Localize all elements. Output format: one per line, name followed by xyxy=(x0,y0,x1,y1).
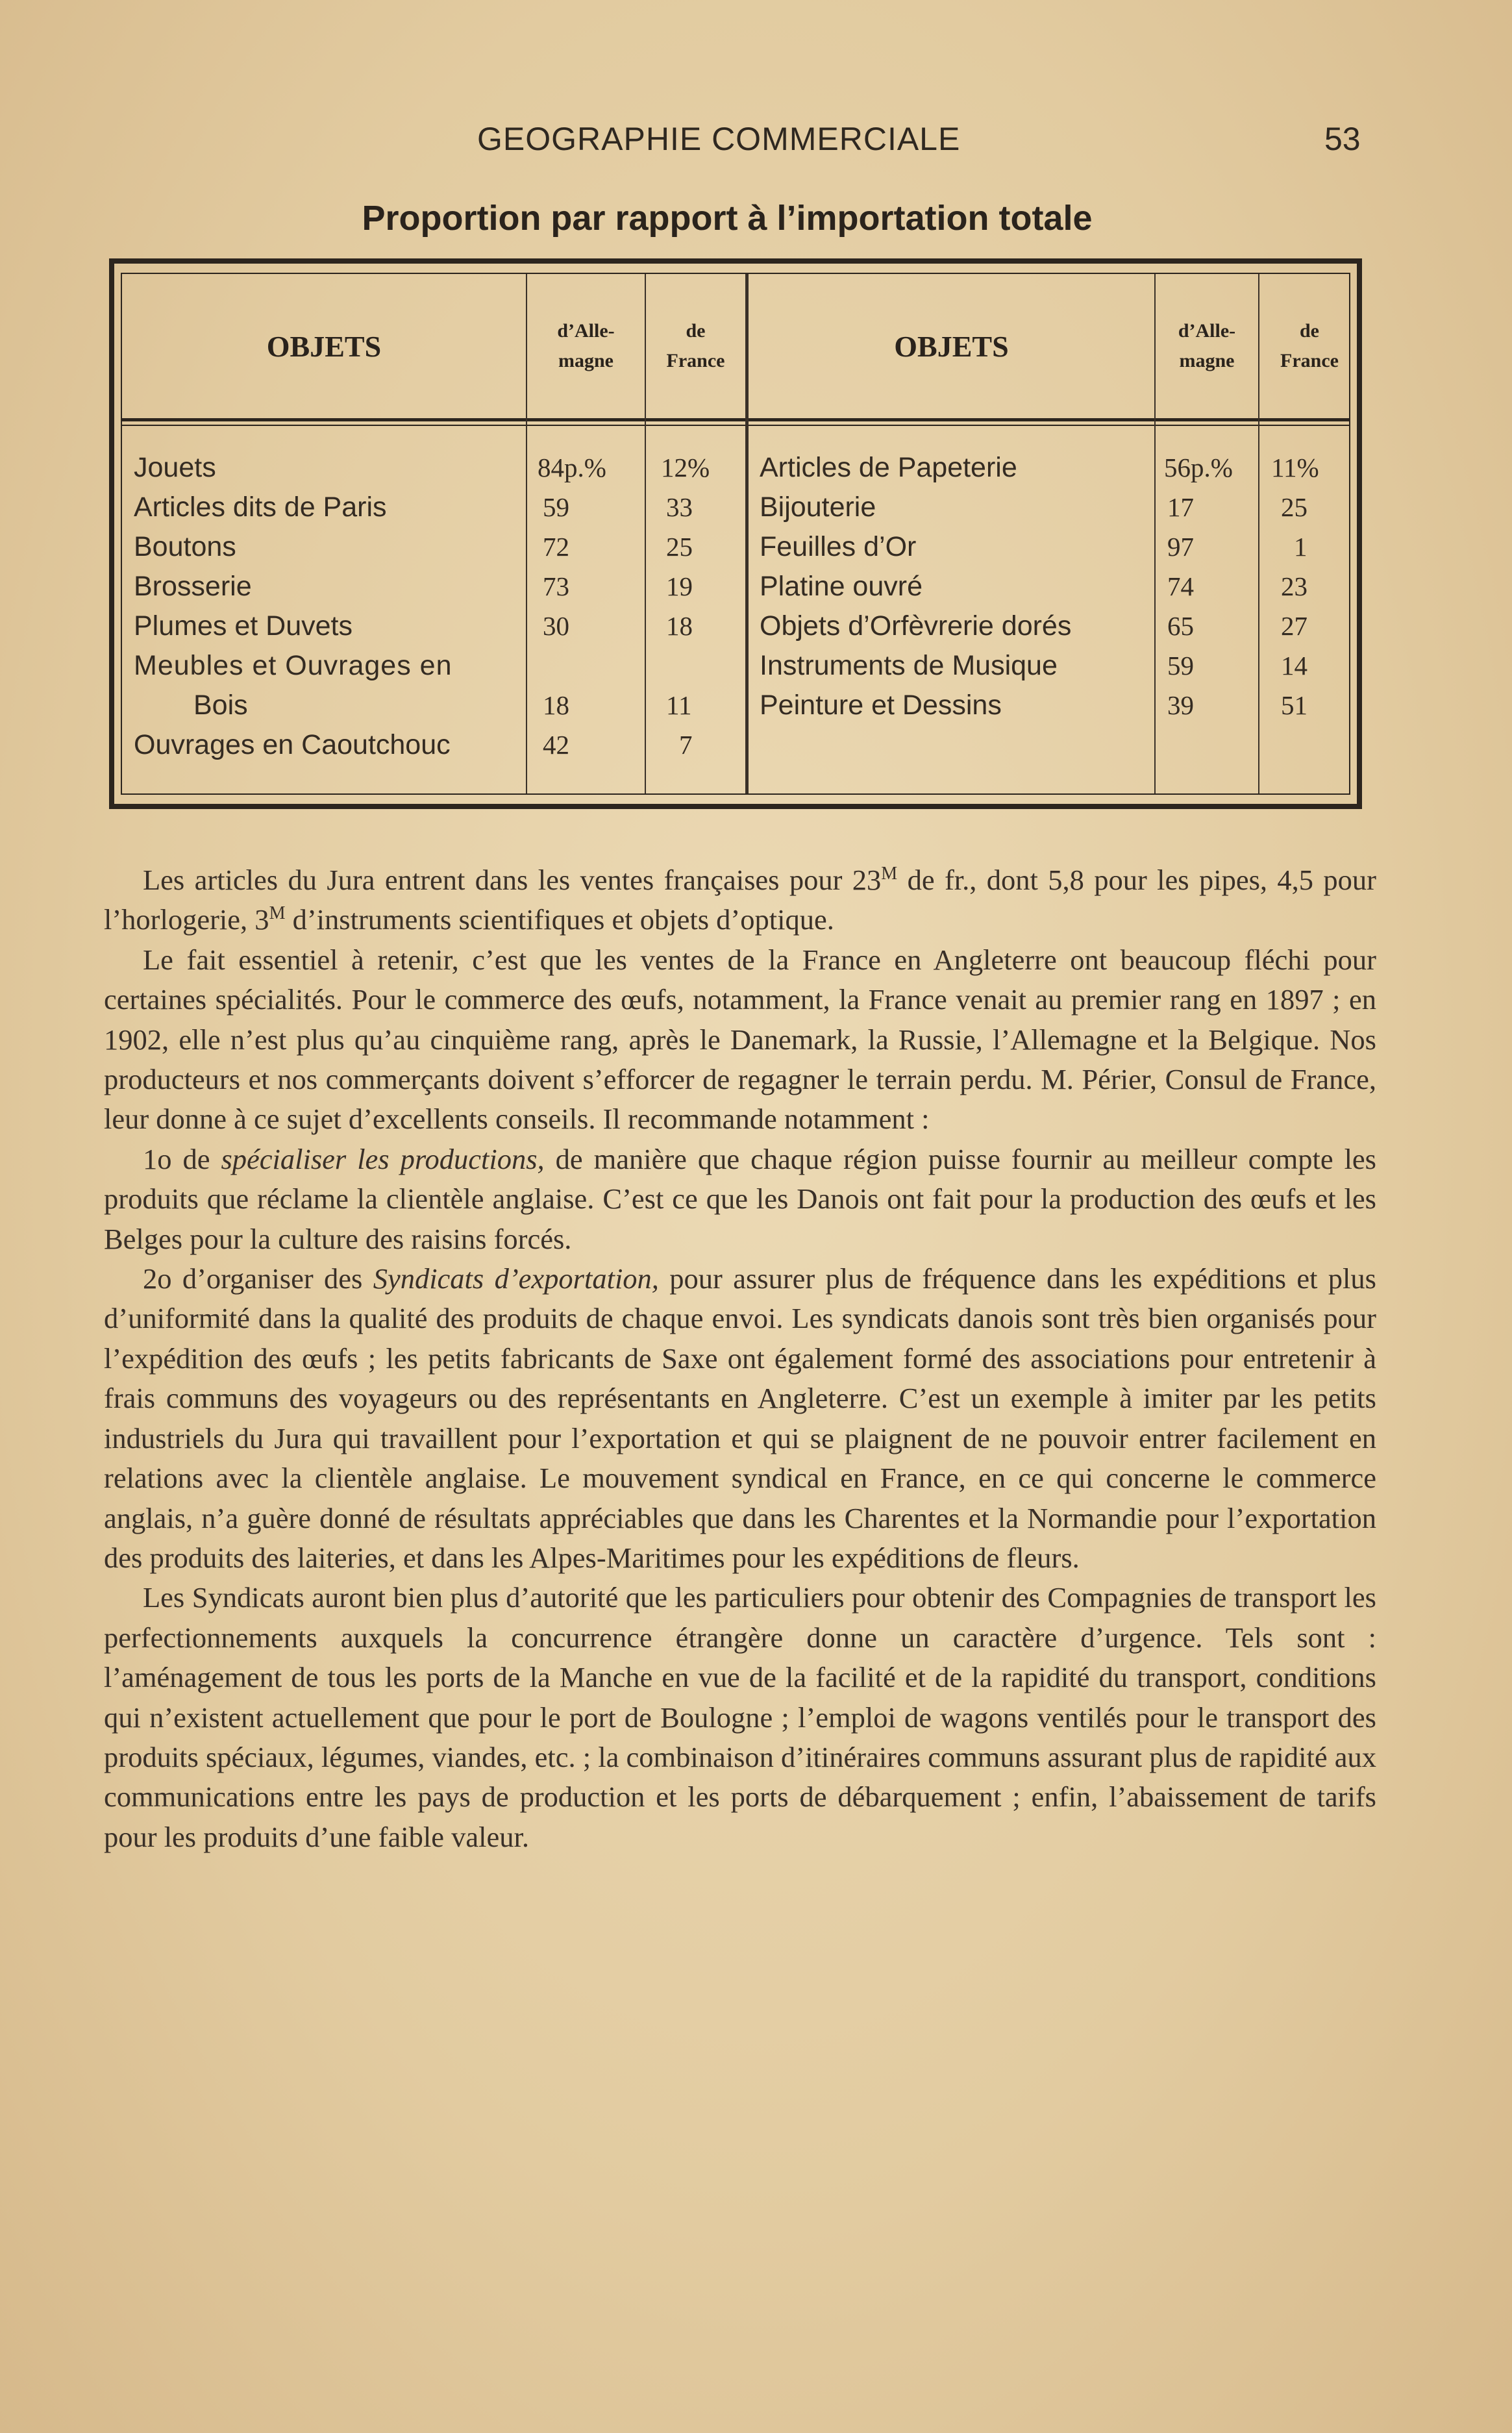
cell-france: 11% xyxy=(1271,453,1319,482)
paragraph-specialiser: 1o de spécialiser les productions, de manière que chaque région puisse fournir au meilleur compte les produits que réclame la clientèle anglaise. C’est ce que les Danois ont fait pour la production des œufs et les Belges pour la culture des raisins forcés. xyxy=(104,1142,1376,1255)
cell-allemagne: 30 xyxy=(543,611,569,641)
cell-france: 14 xyxy=(1281,651,1308,680)
cell-allemagne: 65 xyxy=(1167,611,1194,641)
cell-france: 27 xyxy=(1281,611,1308,641)
cell-objet: Bois xyxy=(193,690,248,721)
header-objets-left: OBJETS xyxy=(266,329,382,363)
cell-france: 12% xyxy=(661,453,710,482)
running-header xyxy=(0,120,1512,159)
paragraph-jura: Les articles du Jura entrent dans les ventes françaises pour $23^M$ de fr., dont 5,8 pour les pipes, 4,5 pour l’horlogerie, $3^M$ d’instruments scientifiques et objets d’optique. xyxy=(104,864,1376,936)
cell-objet: Platine ouvré xyxy=(760,571,923,602)
table-row xyxy=(134,725,451,765)
table-row xyxy=(760,686,1002,725)
table-row xyxy=(134,527,236,567)
cell-france: 25 xyxy=(666,532,693,562)
page-number: 53 xyxy=(1324,121,1361,157)
header-rule-thin xyxy=(122,425,1349,426)
header-allemagne-left: d’Alle- magne xyxy=(557,320,615,371)
cell-allemagne: 84p.% xyxy=(538,453,606,482)
running-title: GEOGRAPHIE COMMERCIALE xyxy=(477,121,961,157)
cell-objet: Brosserie xyxy=(134,571,252,602)
cell-objet: Bijouterie xyxy=(760,492,876,523)
cell-objet: Boutons xyxy=(134,531,236,562)
body-text xyxy=(104,860,1376,1857)
cell-allemagne: 97 xyxy=(1167,532,1194,562)
import-proportion-table xyxy=(109,258,1362,809)
table-row xyxy=(760,606,1071,646)
cell-france: 33 xyxy=(666,492,693,522)
table-row xyxy=(760,488,876,527)
table-row xyxy=(134,488,387,527)
table-row xyxy=(193,686,248,725)
superscript-m: M xyxy=(881,864,898,884)
cell-objet: Ouvrages en Caoutchouc xyxy=(134,729,451,760)
cell-france: 19 xyxy=(666,571,693,601)
cell-objet: Feuilles d’Or xyxy=(760,531,917,562)
table-row xyxy=(760,527,916,567)
table-inner-frame xyxy=(121,273,1350,795)
cell-france: 1 xyxy=(1294,532,1308,562)
cell-france: 25 xyxy=(1281,492,1308,522)
table-title: Proportion par rapport à l’importation totale xyxy=(362,199,1093,238)
header-allemagne-right: d’Alle- magne xyxy=(1178,320,1236,371)
table-row xyxy=(134,606,353,646)
cell-allemagne: 42 xyxy=(543,730,569,760)
cell-objet: Instruments de Musique xyxy=(760,650,1058,681)
cell-allemagne: 72 xyxy=(543,532,569,562)
cell-france: 18 xyxy=(666,611,693,641)
cell-allemagne: 56p.% xyxy=(1164,453,1233,482)
cell-objet: Plumes et Duvets xyxy=(134,610,353,642)
header-france-left: de France xyxy=(666,320,725,371)
table-row xyxy=(760,646,1058,686)
cell-allemagne: 18 xyxy=(543,690,569,720)
cell-objet: Articles de Papeterie xyxy=(760,452,1017,483)
table-row xyxy=(134,567,252,606)
header-objets-right: OBJETS xyxy=(894,329,1009,363)
cell-allemagne: 73 xyxy=(543,571,569,601)
table-row xyxy=(134,448,216,488)
superscript-m: M xyxy=(269,903,286,924)
header-rule xyxy=(122,418,1349,421)
table-row xyxy=(134,646,452,686)
cell-objet: Peinture et Dessins xyxy=(760,690,1002,721)
cell-allemagne: 59 xyxy=(1167,651,1194,680)
cell-france: 23 xyxy=(1281,571,1308,601)
cell-allemagne: 59 xyxy=(543,492,569,522)
cell-france: 51 xyxy=(1281,690,1308,720)
paragraph-syndicats: 2o d’organiser des Syndicats d’exportation, pour assurer plus de fréquence dans les expéditions et plus d’uniformité dans la qualité des produits de chaque envoi. Les syndicats danois sont très bien organisés pour l’expédition des œufs ; les petits fabricants de Saxe ont également formé des associations pour entretenir à frais communs des voyageurs ou des représentants en Angleterre. C’est un exemple à imiter par les petits industriels du Jura qui travaillent pour l’exportation et qui se plaignent de ne pouvoir entrer facilement en relations avec la clientèle anglaise. Le mouvement syndical en France, en ce qui concerne le commerce anglais, n’a guère donné de résultats appréciables que dans les Charentes et la Normandie pour l’exportation des produits des laiteries, et dans les Alpes-Maritimes pour les expéditions de fleurs. xyxy=(104,1262,1376,1574)
cell-france: 11 xyxy=(666,690,692,720)
paragraph-fait-essentiel: Le fait essentiel à retenir, c’est que les ventes de la France en Angleterre ont beaucoup fléchi pour certaines spécialités. Pour le commerce des œufs, notamment, la France venait au premier rang en 1897 ; en 1902, elle n’est plus qu’au cinquième rang, après le Danemark, la Russie, l’Allemagne et la Belgique. Nos producteurs et nos commerçants doivent s’efforcer de regagner le terrain perdu. M. Périer, Consul de France, leur donne à ce sujet d’excellents conseils. Il recommande notamment : xyxy=(104,943,1376,1136)
cell-allemagne: 17 xyxy=(1167,492,1194,522)
cell-objet: Objets d’Orfèvrerie dorés xyxy=(760,610,1072,642)
paragraph-transport: Les Syndicats auront bien plus d’autorité que les particuliers pour obtenir des Compagnies de transport les perfectionnements auxquels la concurrence étrangère donne un caractère d’urgence. Tels sont : l’aménagement de tous les ports de la Manche en vue de la facilité et de la rapidité du transport, conditions qui n’existent actuellement que pour le port de Boulogne ; l’emploi de wagons ventilés pour le transport des produits spéciaux, légumes, viandes, etc. ; la combinaison d’itinéraires communs assurant plus de rapidité aux communications entre les pays de production et les ports de débarquement ; enfin, l’abaissement de tarifs pour les produits d’une faible valeur. xyxy=(104,1581,1376,1853)
header-france-right: de France xyxy=(1280,320,1339,371)
cell-objet: Jouets xyxy=(134,452,216,483)
table-row xyxy=(760,567,923,606)
cell-allemagne: 39 xyxy=(1167,690,1194,720)
table-row xyxy=(760,448,1017,488)
cell-france: 7 xyxy=(679,730,693,760)
cell-allemagne: 74 xyxy=(1167,571,1194,601)
cell-objet: Meubles et Ouvrages en xyxy=(134,650,452,681)
cell-objet: Articles dits de Paris xyxy=(134,492,387,523)
